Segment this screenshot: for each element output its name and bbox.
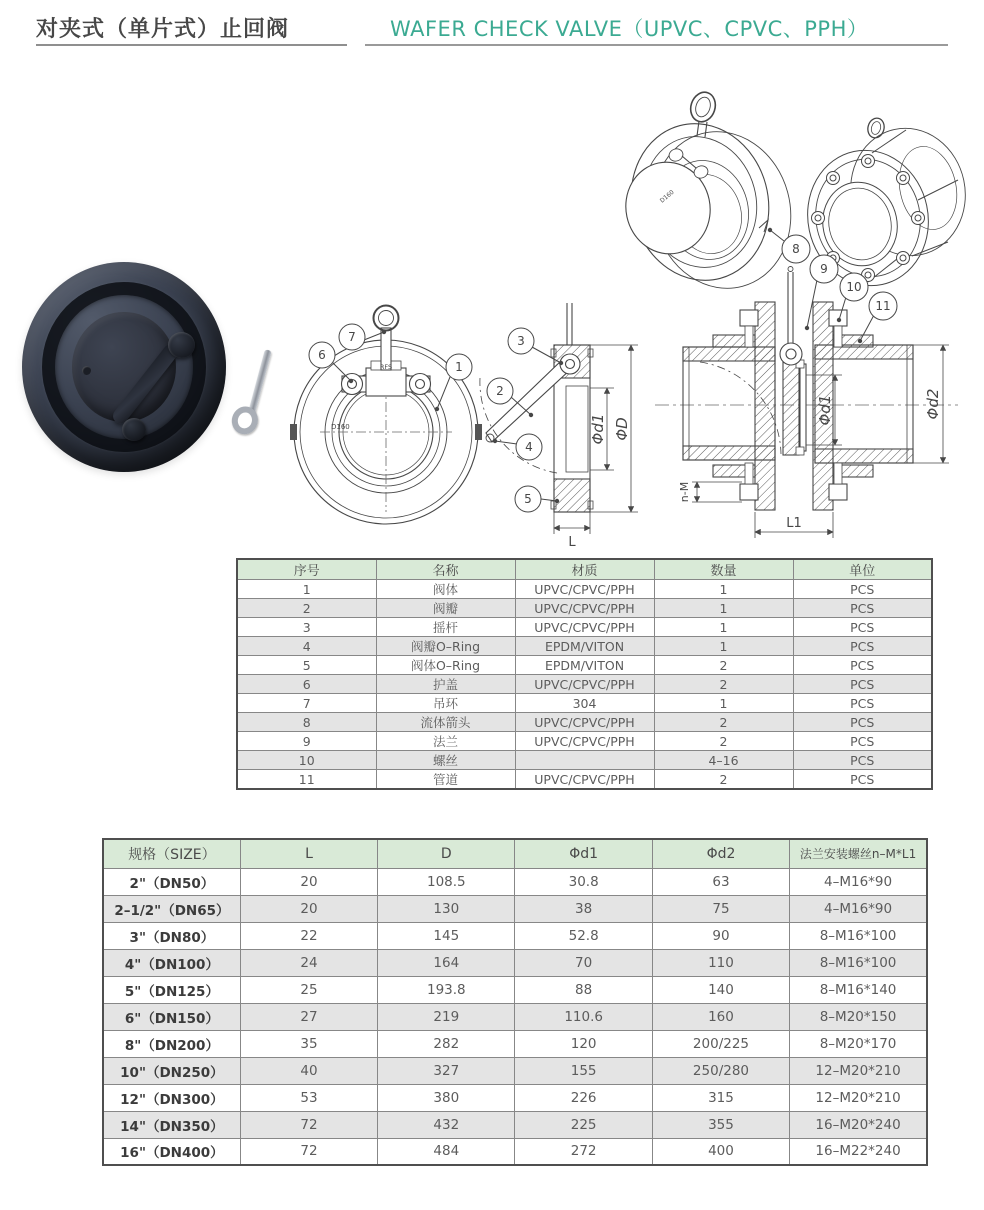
table-cell: PCS (793, 713, 932, 732)
table-cell: 管道 (376, 770, 515, 790)
page-title-chinese: 对夹式（单片式）止回阀 (36, 17, 290, 42)
table-cell: 8–M20*170 (790, 1030, 927, 1057)
callout-2: 2 (496, 384, 504, 398)
table-cell: 88 (515, 976, 652, 1003)
table-cell: 2 (237, 599, 376, 618)
column-header: Φd1 (515, 839, 652, 868)
table-row (103, 1003, 927, 1030)
size-table-body (103, 868, 927, 1165)
table-cell: 27 (240, 1003, 377, 1030)
table-cell: UPVC/CPVC/PPH (515, 675, 654, 694)
table-cell: 4–M16*90 (790, 895, 927, 922)
table-cell: 63 (652, 868, 789, 895)
front-view (290, 306, 482, 525)
table-row (237, 637, 932, 656)
technical-drawing (0, 60, 984, 555)
dim-phi-D-label: ΦD (613, 417, 631, 441)
table-cell: 14"（DN350） (103, 1111, 240, 1138)
table-cell: UPVC/CPVC/PPH (515, 732, 654, 751)
table-cell: 8–M16*140 (790, 976, 927, 1003)
parts-list-table (236, 558, 933, 790)
table-cell: 38 (515, 895, 652, 922)
table-cell: PCS (793, 751, 932, 770)
table-row (237, 618, 932, 637)
table-cell: 219 (378, 1003, 515, 1030)
table-cell: 法兰 (376, 732, 515, 751)
table-cell: 72 (240, 1111, 377, 1138)
table-row (237, 656, 932, 675)
column-header: 序号 (237, 559, 376, 580)
dim-L-label: L (568, 535, 576, 550)
dim-n-M-label: n-M (678, 481, 691, 503)
size-table-header (103, 839, 927, 868)
table-cell: 1 (654, 618, 793, 637)
table-cell: PCS (793, 637, 932, 656)
table-cell: 5 (237, 656, 376, 675)
table-cell: 120 (515, 1030, 652, 1057)
table-cell: 8–M20*150 (790, 1003, 927, 1030)
table-cell: 6 (237, 675, 376, 694)
table-cell: 110 (652, 949, 789, 976)
table-cell: 8–M16*100 (790, 922, 927, 949)
table-cell: 272 (515, 1138, 652, 1165)
table-cell: 阀体O–Ring (376, 656, 515, 675)
table-cell: 25 (240, 976, 377, 1003)
column-header: 单位 (793, 559, 932, 580)
table-cell: 484 (378, 1138, 515, 1165)
table-cell: 70 (515, 949, 652, 976)
table-row (237, 675, 932, 694)
isometric-valve-view (614, 89, 808, 304)
column-header: L (240, 839, 377, 868)
callout-8: 8 (792, 242, 800, 256)
table-cell: 12–M20*210 (790, 1084, 927, 1111)
table-row (237, 770, 932, 790)
table-cell: UPVC/CPVC/PPH (515, 770, 654, 790)
table-cell: 螺丝 (376, 751, 515, 770)
table-cell: 304 (515, 694, 654, 713)
callout-6: 6 (318, 348, 326, 362)
table-cell: 10"（DN250） (103, 1057, 240, 1084)
table-cell: 4–M16*90 (790, 868, 927, 895)
table-cell: EPDM/VITON (515, 637, 654, 656)
table-cell: 2 (654, 675, 793, 694)
table-cell: 2 (654, 770, 793, 790)
table-cell: 75 (652, 895, 789, 922)
table-row (103, 1111, 927, 1138)
table-cell: UPVC/CPVC/PPH (515, 580, 654, 599)
disc-code-label: D160 (658, 188, 676, 205)
table-cell: 阀体 (376, 580, 515, 599)
table-cell: UPVC/CPVC/PPH (515, 713, 654, 732)
table-cell: 2 (654, 713, 793, 732)
column-header: Φd2 (652, 839, 789, 868)
table-row (237, 599, 932, 618)
table-cell: 2 (654, 732, 793, 751)
column-header: 规格（SIZE） (103, 839, 240, 868)
table-cell: 22 (240, 922, 377, 949)
column-header: D (378, 839, 515, 868)
column-header: 材质 (515, 559, 654, 580)
drawing-svg (0, 60, 984, 555)
table-cell: 140 (652, 976, 789, 1003)
table-cell: PCS (793, 656, 932, 675)
table-cell: 5"（DN125） (103, 976, 240, 1003)
table-row (103, 949, 927, 976)
dim-phi-d1-assembly-label: Φd1 (816, 394, 834, 426)
callout-5: 5 (524, 492, 532, 506)
column-header: 名称 (376, 559, 515, 580)
table-cell: 阀瓣O–Ring (376, 637, 515, 656)
title-underline-right (365, 44, 948, 46)
table-cell: 110.6 (515, 1003, 652, 1030)
dim-phi-d2-label: Φd2 (924, 388, 942, 420)
table-cell: 4"（DN100） (103, 949, 240, 976)
table-cell: 250/280 (652, 1057, 789, 1084)
table-cell: 1 (237, 580, 376, 599)
table-cell: 225 (515, 1111, 652, 1138)
table-cell: 164 (378, 949, 515, 976)
table-cell: 72 (240, 1138, 377, 1165)
side-section-view (480, 303, 638, 550)
table-row (103, 895, 927, 922)
table-cell: 8"（DN200） (103, 1030, 240, 1057)
table-cell: 282 (378, 1030, 515, 1057)
table-cell: 9 (237, 732, 376, 751)
table-cell: 6"（DN150） (103, 1003, 240, 1030)
table-cell: 4 (237, 637, 376, 656)
table-cell: 摇杆 (376, 618, 515, 637)
table-cell: 432 (378, 1111, 515, 1138)
table-cell: 16–M22*240 (790, 1138, 927, 1165)
bracket-code-label: RFS (379, 363, 393, 371)
callout-9: 9 (820, 262, 828, 276)
table-cell: 阀瓣 (376, 599, 515, 618)
table-cell: 1 (654, 599, 793, 618)
table-cell: 315 (652, 1084, 789, 1111)
table-cell: 1 (654, 637, 793, 656)
table-row (237, 713, 932, 732)
callout-1: 1 (455, 360, 463, 374)
callout-7: 7 (348, 330, 356, 344)
table-cell: 10 (237, 751, 376, 770)
table-cell: UPVC/CPVC/PPH (515, 599, 654, 618)
table-cell: 16–M20*240 (790, 1111, 927, 1138)
parts-table-body (237, 580, 932, 790)
table-cell: PCS (793, 599, 932, 618)
table-row (237, 732, 932, 751)
table-cell: 2 (654, 656, 793, 675)
table-cell: 1 (654, 580, 793, 599)
table-cell: 8 (237, 713, 376, 732)
column-header: 数量 (654, 559, 793, 580)
parts-table-header (237, 559, 932, 580)
table-cell: 200/225 (652, 1030, 789, 1057)
table-cell: 20 (240, 895, 377, 922)
table-cell: PCS (793, 770, 932, 790)
dim-phi-d1-label: Φd1 (589, 413, 607, 445)
table-cell: PCS (793, 675, 932, 694)
table-cell: UPVC/CPVC/PPH (515, 618, 654, 637)
table-row (237, 580, 932, 599)
table-cell: 流体箭头 (376, 713, 515, 732)
title-underline-left (36, 44, 347, 46)
callout-4: 4 (525, 440, 533, 454)
table-row (103, 1057, 927, 1084)
table-cell: 8–M16*100 (790, 949, 927, 976)
page-title-english: WAFER CHECK VALVE（UPVC、CPVC、PPH） (390, 17, 869, 41)
table-row (103, 976, 927, 1003)
table-cell: 355 (652, 1111, 789, 1138)
table-row (103, 1138, 927, 1165)
table-row (237, 751, 932, 770)
table-cell: PCS (793, 732, 932, 751)
column-header: 法兰安装螺丝n–M*L1 (790, 839, 927, 868)
table-cell: 1 (654, 694, 793, 713)
table-cell: 155 (515, 1057, 652, 1084)
callout-3: 3 (517, 334, 525, 348)
table-cell: 35 (240, 1030, 377, 1057)
callout-10: 10 (846, 280, 862, 294)
table-cell: PCS (793, 618, 932, 637)
table-cell: 2"（DN50） (103, 868, 240, 895)
table-row (103, 1084, 927, 1111)
table-cell: 160 (652, 1003, 789, 1030)
size-spec-table (102, 838, 928, 1166)
table-cell: 16"（DN400） (103, 1138, 240, 1165)
table-row (237, 694, 932, 713)
table-cell: EPDM/VITON (515, 656, 654, 675)
table-cell: 4–16 (654, 751, 793, 770)
table-cell: 12–M20*210 (790, 1057, 927, 1084)
table-cell: 145 (378, 922, 515, 949)
front-disc-code-label: D160 (331, 423, 350, 431)
table-cell: 3 (237, 618, 376, 637)
assembly-section-view (655, 267, 958, 539)
table-cell: 380 (378, 1084, 515, 1111)
table-cell (515, 751, 654, 770)
table-cell: 400 (652, 1138, 789, 1165)
table-cell: 130 (378, 895, 515, 922)
table-cell: 3"（DN80） (103, 922, 240, 949)
table-cell: 30.8 (515, 868, 652, 895)
table-row (103, 922, 927, 949)
table-cell: PCS (793, 694, 932, 713)
table-cell: 7 (237, 694, 376, 713)
table-cell: 护盖 (376, 675, 515, 694)
table-cell: 52.8 (515, 922, 652, 949)
table-cell: 193.8 (378, 976, 515, 1003)
table-cell: 24 (240, 949, 377, 976)
table-cell: 53 (240, 1084, 377, 1111)
table-cell: 11 (237, 770, 376, 790)
table-cell: 吊环 (376, 694, 515, 713)
table-cell: 40 (240, 1057, 377, 1084)
table-cell: 327 (378, 1057, 515, 1084)
callout-11: 11 (875, 299, 891, 313)
table-cell: 2–1/2"（DN65） (103, 895, 240, 922)
table-row (103, 1030, 927, 1057)
table-cell: PCS (793, 580, 932, 599)
table-cell: 12"（DN300） (103, 1084, 240, 1111)
dim-L1-label: L1 (786, 516, 802, 531)
table-cell: 226 (515, 1084, 652, 1111)
table-cell: 20 (240, 868, 377, 895)
table-cell: 90 (652, 922, 789, 949)
table-cell: 108.5 (378, 868, 515, 895)
table-row (103, 868, 927, 895)
